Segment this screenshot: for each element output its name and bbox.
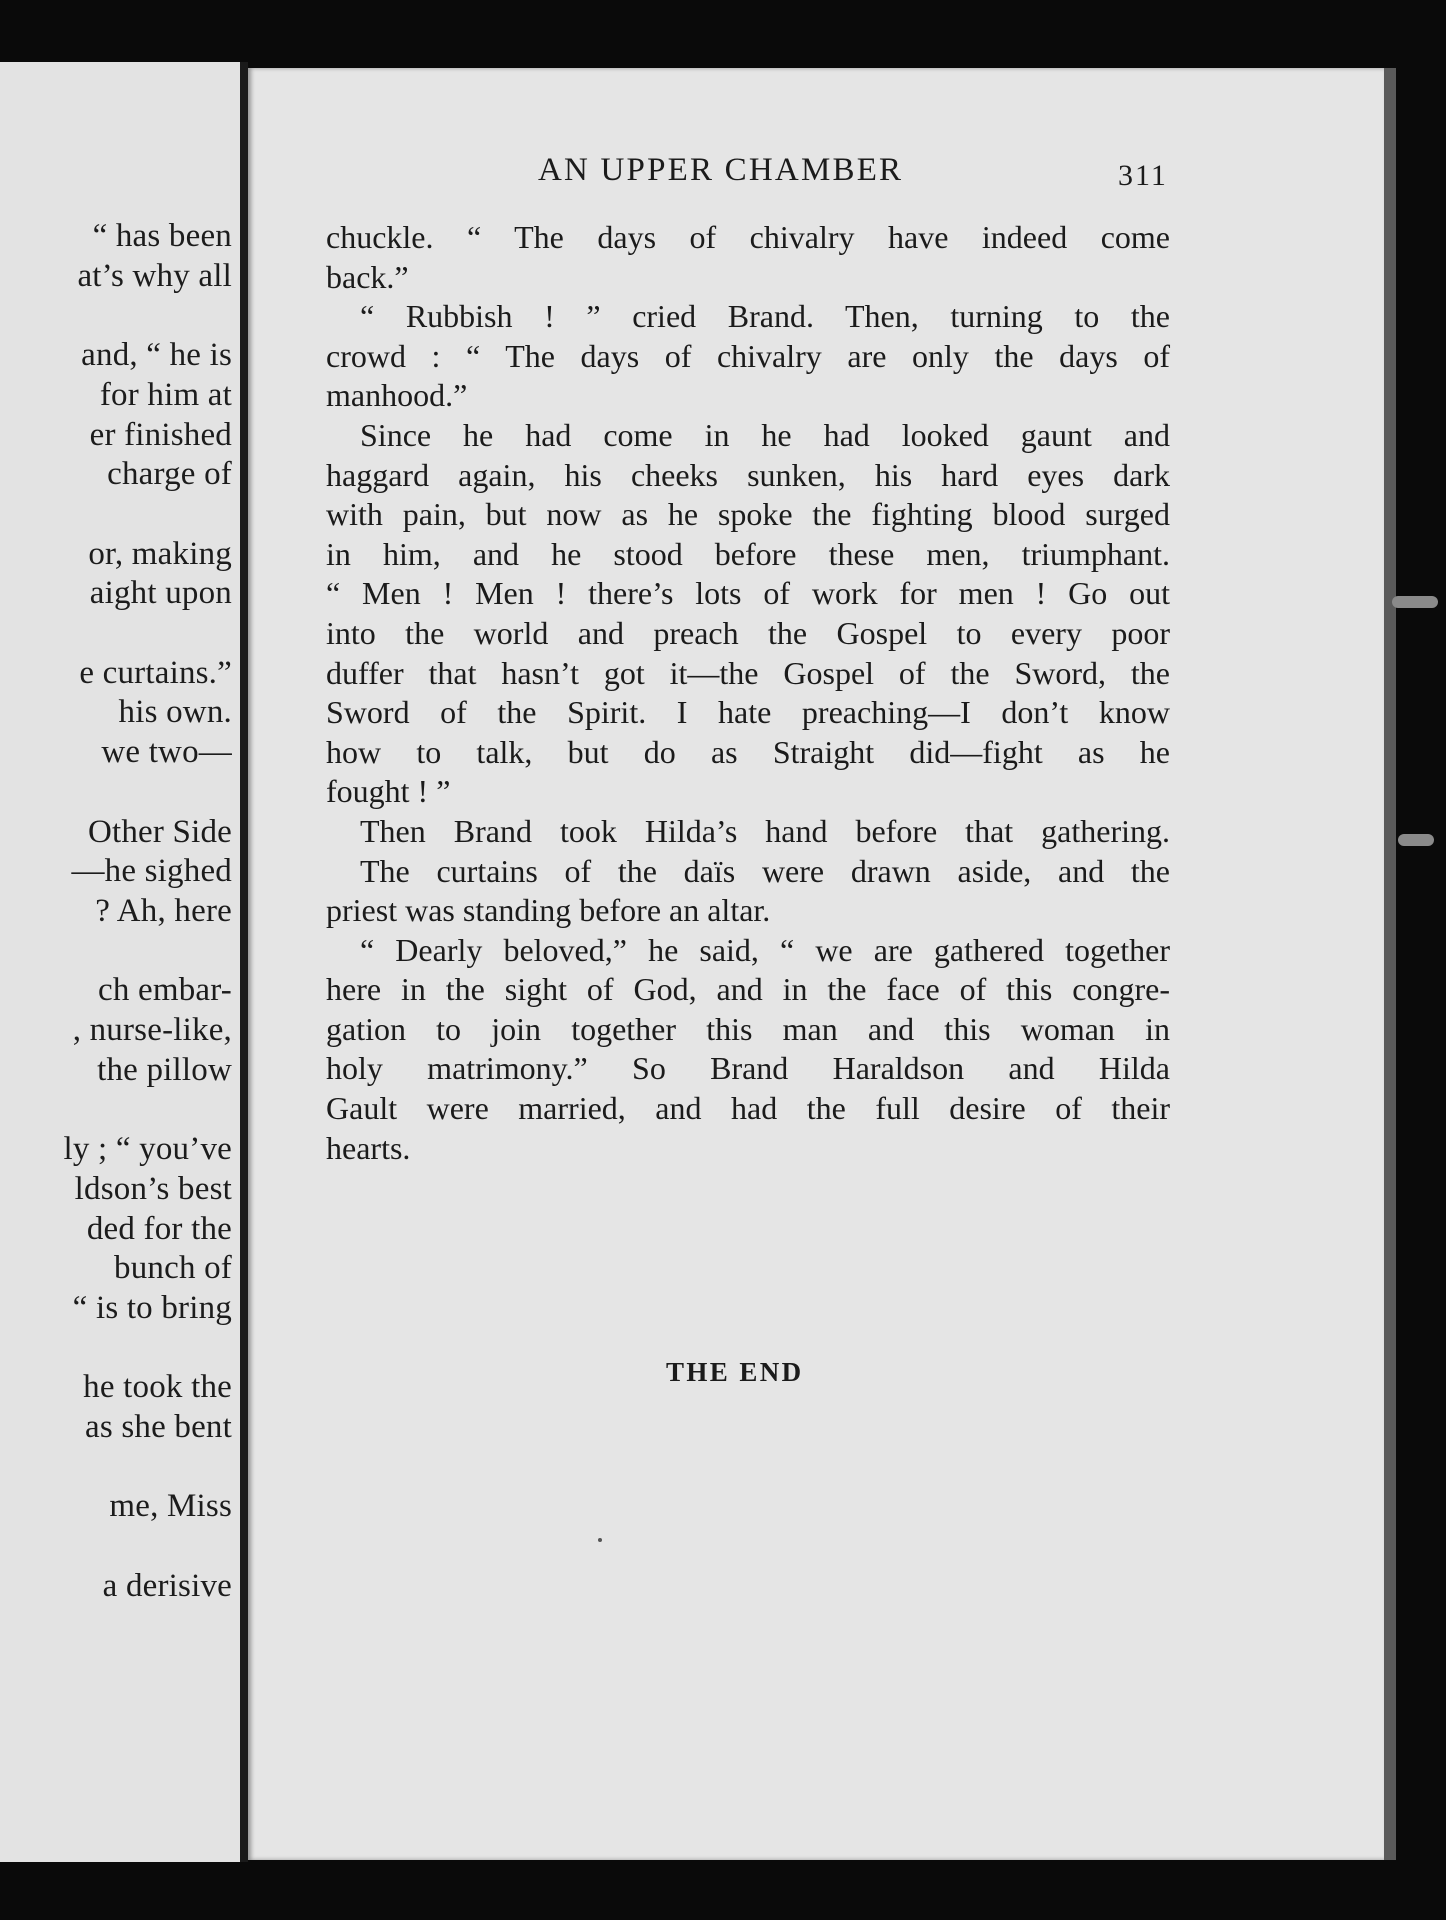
text-line: The curtains of the daïs were drawn aside, and the bbox=[360, 852, 1170, 889]
left-page-line: ly ; “ you’ve bbox=[63, 1131, 232, 1168]
text-line: Gault were married, and had the full desire of their bbox=[326, 1090, 1170, 1127]
left-page-line: his own. bbox=[118, 694, 232, 731]
the-end-mark: THE END bbox=[666, 1357, 804, 1387]
text-line: gation to join together this man and this woman in bbox=[326, 1010, 1170, 1047]
text-line: haggard again, his cheeks sunken, his hard eyes dark bbox=[326, 456, 1170, 493]
text-line: “ Dearly beloved,” he said, “ we are gathered together bbox=[360, 931, 1170, 968]
left-page-line: for him at bbox=[99, 376, 232, 413]
text-line: Since he had come in he had looked gaunt and bbox=[360, 416, 1170, 453]
left-page-line: me, Miss bbox=[109, 1488, 232, 1525]
left-page-line: e curtains.” bbox=[79, 654, 232, 691]
left-page-line: at’s why all bbox=[77, 257, 232, 294]
body-text bbox=[326, 218, 1170, 1168]
left-page-line: ? Ah, here bbox=[95, 892, 232, 929]
text-line: duffer that hasn’t got it—the Gospel of the Sword, the bbox=[326, 654, 1170, 691]
text-line: “ Rubbish ! ” cried Brand. Then, turning to the bbox=[360, 298, 1170, 335]
paper-speck bbox=[598, 1538, 602, 1542]
left-page-line: as she bent bbox=[85, 1409, 232, 1445]
text-line: how to talk, but do as Straight did—fight as he bbox=[326, 733, 1170, 770]
text-line: back.” bbox=[326, 258, 409, 295]
left-page-line: he took the bbox=[83, 1369, 232, 1406]
text-line: with pain, but now as he spoke the fighting blood surged bbox=[326, 496, 1170, 533]
text-line: manhood.” bbox=[326, 377, 468, 414]
left-page-line: aight upon bbox=[89, 575, 232, 612]
left-page-line: or, making bbox=[88, 535, 232, 572]
left-page-line: the pillow bbox=[97, 1051, 232, 1088]
text-line: Sword of the Spirit. I hate preaching—I don’t know bbox=[326, 694, 1170, 731]
left-page-line: “ has been bbox=[92, 218, 232, 254]
text-line: hearts. bbox=[326, 1129, 411, 1166]
left-page-line: charge of bbox=[107, 456, 232, 493]
running-head: AN UPPER CHAMBER bbox=[538, 152, 904, 188]
left-page-line: we two— bbox=[101, 734, 232, 771]
left-page-line: er finished bbox=[89, 416, 232, 453]
left-page-line: Other Side bbox=[87, 813, 232, 850]
text-line: chuckle. “ The days of chivalry have indeed come bbox=[326, 219, 1170, 255]
left-page-line: bunch of bbox=[114, 1250, 232, 1287]
binding-clip-mark bbox=[1398, 834, 1434, 846]
left-facing-page bbox=[0, 62, 244, 1862]
binding-clip-mark bbox=[1392, 596, 1438, 608]
left-page-line: a derisive bbox=[102, 1567, 232, 1604]
text-line: priest was standing before an altar. bbox=[326, 892, 771, 929]
book-gutter bbox=[240, 62, 248, 1862]
page-edge bbox=[1384, 68, 1396, 1860]
text-line: holy matrimony.” So Brand Haraldson and Hilda bbox=[326, 1050, 1170, 1087]
text-line: into the world and preach the Gospel to every poor bbox=[326, 614, 1170, 651]
page-number: 311 bbox=[1118, 159, 1168, 192]
text-line: Then Brand took Hilda’s hand before that gathering. bbox=[360, 812, 1170, 849]
left-page-line: ldson’s best bbox=[74, 1170, 232, 1207]
text-line: in him, and he stood before these men, triumphant. bbox=[326, 535, 1170, 572]
text-line: here in the sight of God, and in the face of this congre- bbox=[326, 971, 1170, 1008]
text-line: “ Men ! Men ! there’s lots of work for men ! Go out bbox=[326, 575, 1170, 612]
left-page-line: “ is to bring bbox=[72, 1289, 232, 1326]
text-line: fought ! ” bbox=[326, 773, 451, 810]
left-page-line: and, “ he is bbox=[81, 337, 232, 374]
left-page-line: —he sighed bbox=[71, 853, 232, 890]
left-page-line: ded for the bbox=[86, 1210, 232, 1247]
left-page-line: , nurse-like, bbox=[72, 1012, 232, 1048]
text-line: crowd : “ The days of chivalry are only the days of bbox=[326, 337, 1170, 374]
left-page-line: ch embar- bbox=[98, 972, 232, 1009]
